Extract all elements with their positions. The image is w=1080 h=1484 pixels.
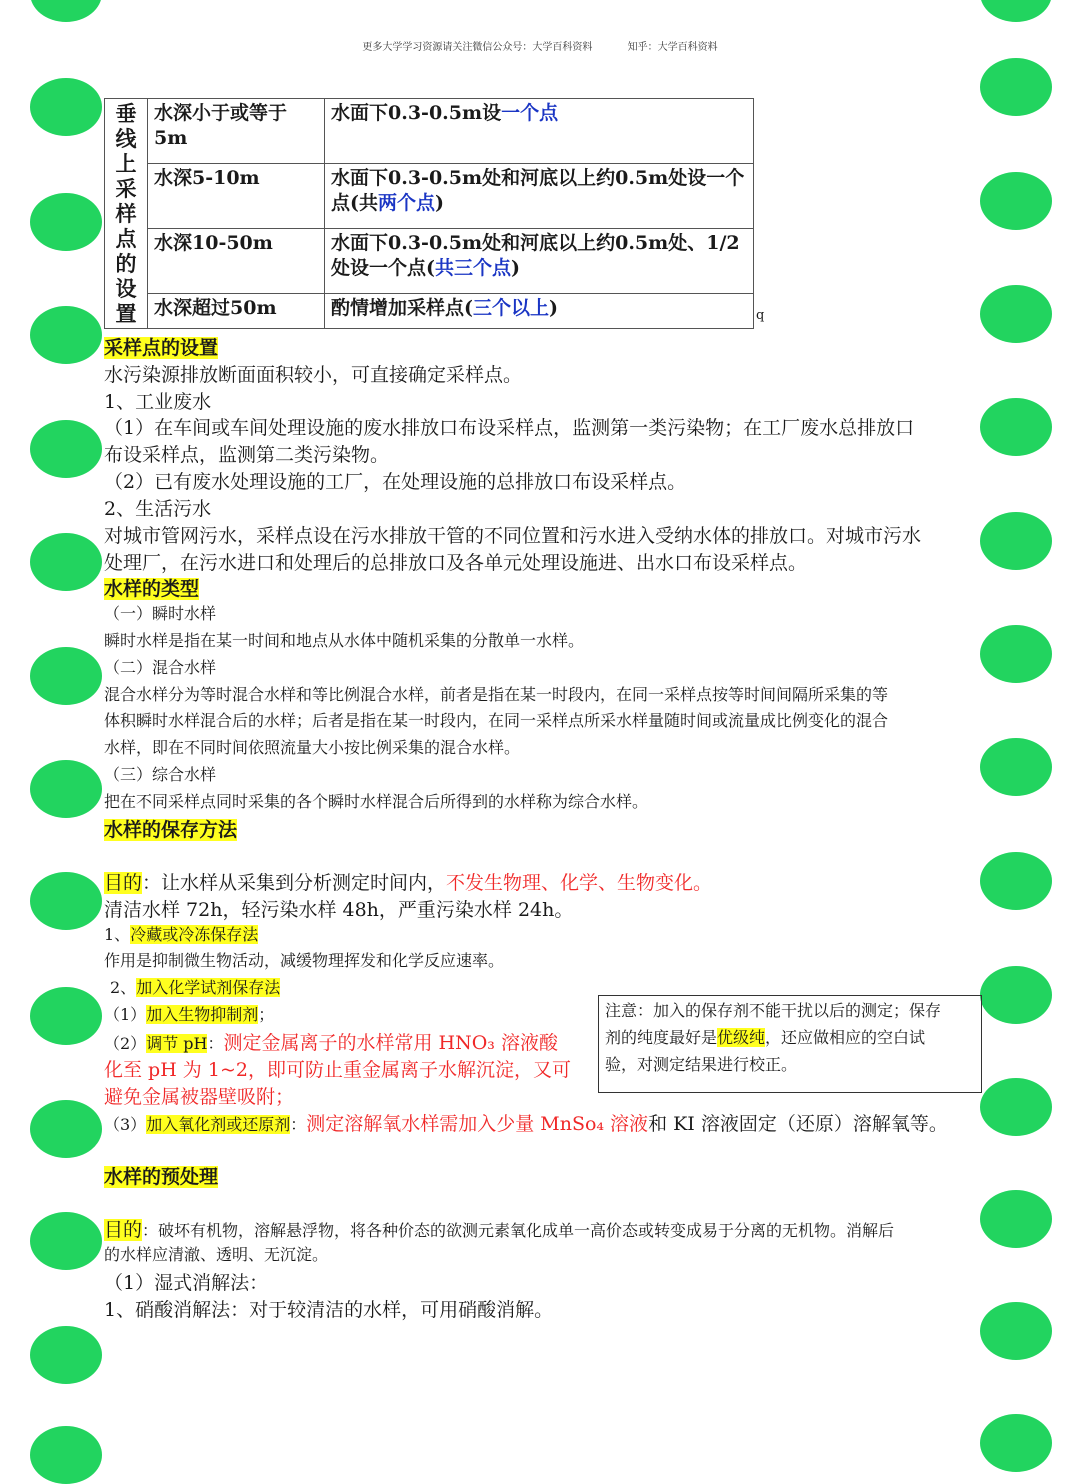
green-dot-decoration (30, 987, 102, 1045)
sampling-depth-table (104, 98, 754, 329)
vertical-char: 设 (115, 276, 137, 301)
green-dot-decoration (30, 0, 102, 22)
green-dot-decoration (980, 285, 1052, 343)
subheading: （二）混合水样 (104, 658, 217, 677)
green-dot-decoration (30, 78, 102, 136)
green-dot-decoration (980, 58, 1052, 116)
paragraph: 处理厂，在污水进口和处理后的总排放口及各单元处理设施进、出水口布设采样点。 (104, 552, 808, 574)
green-dot-decoration (980, 1190, 1052, 1248)
green-dot-decoration (980, 738, 1052, 796)
paragraph: 瞬时水样是指在某一时间和地点从水体中随机采集的分散单一水样。 (104, 631, 585, 650)
header-zhihu-text: 知乎：大学百科资料 (627, 42, 718, 53)
method-subitem: （3）加入氧化剂或还原剂：测定溶解氧水样需加入少量 MnSo₄ 溶液和 KI 溶液固定（还原）溶解氧等。 (104, 1113, 948, 1135)
table-vertical-label (105, 99, 148, 329)
table-cell-depth: 水深5-10m (148, 163, 325, 228)
vertical-char: 采 (115, 176, 137, 201)
green-dot-decoration (30, 420, 102, 478)
storage-times: 清洁水样 72h，轻污染水样 48h，严重污染水样 24h。 (104, 899, 574, 921)
table-cell-setting: 酌情增加采样点(三个以上) (325, 293, 754, 328)
table-row (105, 293, 754, 328)
method-subitem: （1）加入生物抑制剂； (104, 1005, 275, 1024)
paragraph: 布设采样点，监测第二类污染物。 (104, 444, 390, 466)
green-dot-decoration (980, 172, 1052, 230)
method-subitem: （2）调节 pH：测定金属离子的水样常用 HNO₃ 溶液酸 (104, 1032, 558, 1054)
green-dot-decoration (980, 512, 1052, 570)
table-cell-setting: 水面下0.3-0.5m处和河底以上约0.5m处、1/2处设一个点(共三个点) (325, 228, 754, 293)
vertical-char: 点 (115, 226, 137, 251)
table-cell-depth: 水深超过50m (148, 293, 325, 328)
section-title-sampling-points: 采样点的设置 (104, 337, 219, 359)
subheading: （一）瞬时水样 (104, 604, 217, 623)
paragraph: 混合水样分为等时混合水样和等比例混合水样，前者是指在某一时段内，在同一采样点按等时间间隔所采集的等 (104, 685, 889, 704)
paragraph: 水样，即在不同时间依照流量大小按比例采集的混合水样。 (104, 738, 521, 757)
paragraph: 的水样应清澈、透明、无沉淀。 (104, 1245, 329, 1264)
vertical-char: 置 (115, 301, 137, 326)
note-line: 注意：加入的保存剂不能干扰以后的测定；保存 (605, 1001, 942, 1020)
table-row (105, 163, 754, 228)
table-cell-depth: 水深10-50m (148, 228, 325, 293)
green-dot-decoration (30, 1212, 102, 1270)
paragraph: 1、硝酸消解法：对于较清洁的水样，可用硝酸消解。 (104, 1299, 554, 1321)
note-box (598, 995, 982, 1093)
paragraph: （1）在车间或车间处理设施的废水排放口布设采样点，监测第一类污染物；在工厂废水总排放口 (104, 417, 915, 439)
note-line: 验，对测定结果进行校正。 (605, 1055, 798, 1074)
table-mark: q (756, 308, 765, 323)
green-dot-decoration (30, 193, 102, 251)
green-dot-decoration (30, 533, 102, 591)
method-item: 2、加入化学试剂保存法 (110, 978, 281, 997)
purpose-line: 目的：破坏有机物，溶解悬浮物，将各种价态的欲测元素氧化成单一高价态或转变成易于分离的无机物。消解后 (104, 1219, 895, 1241)
header-wechat-text: 更多大学学习资源请关注微信公众号：大学百科资料 (362, 42, 593, 53)
subheading: （三）综合水样 (104, 765, 217, 784)
subheading: （1）湿式消解法： (104, 1272, 269, 1294)
paragraph: 避免金属被器壁吸附； (104, 1086, 295, 1108)
table-cell-setting: 水面下0.3-0.5m设一个点 (325, 99, 754, 164)
green-dot-decoration (980, 1302, 1052, 1360)
vertical-char: 线 (115, 126, 137, 151)
vertical-char: 的 (115, 251, 137, 276)
paragraph: 化至 pH 为 1~2，即可防止重金属离子水解沉淀，又可 (104, 1059, 571, 1081)
vertical-char: 上 (115, 151, 137, 176)
section-title-pretreatment: 水样的预处理 (104, 1166, 219, 1188)
table-cell-setting: 水面下0.3-0.5m处和河底以上约0.5m处设一个点(共两个点) (325, 163, 754, 228)
note-line: 剂的纯度最好是优级纯，还应做相应的空白试 (605, 1028, 926, 1047)
table-row (105, 228, 754, 293)
subheading: 1、工业废水 (104, 391, 212, 413)
green-dot-decoration (30, 647, 102, 705)
green-dot-decoration (980, 966, 1052, 1024)
green-dot-decoration (30, 306, 102, 364)
table-cell-depth: 水深小于或等于5m (148, 99, 325, 164)
green-dot-decoration (980, 398, 1052, 456)
green-dot-decoration (980, 625, 1052, 683)
green-dot-decoration (980, 852, 1052, 910)
green-dot-decoration (980, 0, 1052, 22)
paragraph: 水污染源排放断面面积较小，可直接确定采样点。 (104, 364, 523, 386)
page-header (0, 38, 1080, 53)
paragraph: 体积瞬时水样混合后的水样；后者是指在某一时段内，在同一采样点所采水样量随时间或流量成比例变化的混合 (104, 711, 889, 730)
method-item: 1、冷藏或冷冻保存法 (104, 925, 259, 944)
subheading: 2、生活污水 (104, 498, 212, 520)
vertical-char: 垂 (115, 101, 137, 126)
green-dot-decoration (980, 1078, 1052, 1136)
green-dot-decoration (30, 1100, 102, 1158)
section-title-sample-types: 水样的类型 (104, 578, 200, 600)
green-dot-decoration (980, 1414, 1052, 1472)
green-dot-decoration (30, 760, 102, 818)
green-dot-decoration (30, 872, 102, 930)
section-title-preservation: 水样的保存方法 (104, 819, 238, 841)
paragraph: 把在不同采样点同时采集的各个瞬时水样混合后所得到的水样称为综合水样。 (104, 792, 649, 811)
table-row (105, 99, 754, 164)
green-dot-decoration (30, 1326, 102, 1384)
green-dot-decoration (30, 1426, 102, 1484)
vertical-char: 样 (115, 201, 137, 226)
paragraph: 对城市管网污水，采样点设在污水排放干管的不同位置和污水进入受纳水体的排放口。对城市污水 (104, 525, 922, 547)
paragraph: （2）已有废水处理设施的工厂，在处理设施的总排放口布设采样点。 (104, 471, 687, 493)
purpose-line: 目的：让水样从采集到分析测定时间内，不发生物理、化学、生物变化。 (104, 872, 713, 894)
paragraph: 作用是抑制微生物活动，减缓物理挥发和化学反应速率。 (104, 951, 505, 970)
